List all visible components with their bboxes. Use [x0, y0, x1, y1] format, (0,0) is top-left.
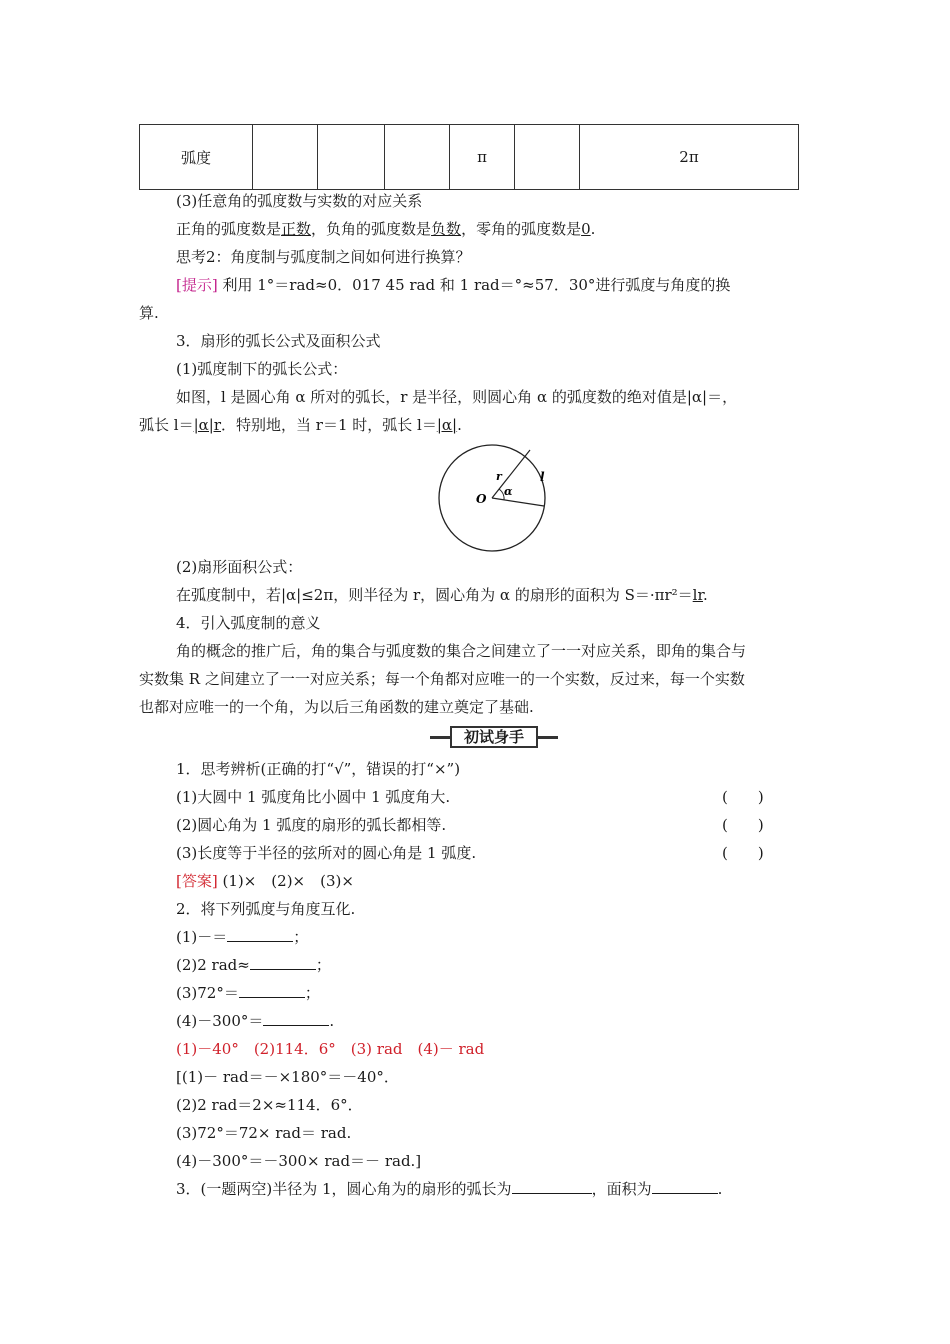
q1-item: (3)长度等于半径的弦所对的圆心角是 1 弧度.: [176, 844, 477, 862]
fill-blank: [250, 955, 316, 970]
q1-answer: [176, 871, 354, 891]
q2-explanation: (3)72°＝72× rad＝ rad.: [176, 1124, 352, 1142]
text: (4)－300°＝: [176, 1012, 264, 1030]
answer-parentheses: ( ): [722, 816, 764, 834]
fill-blank: [227, 927, 293, 942]
answer-negative: 负数: [431, 220, 462, 238]
answer-parentheses: ( ): [722, 844, 764, 862]
q1-title: 1．思考辨析(正确的打“√”，错误的打“×”): [176, 760, 461, 778]
hint-continuation: 算.: [139, 304, 159, 322]
radian-table: [139, 124, 799, 190]
answer-tag: [答案]: [176, 872, 218, 890]
think-question-2: 思考2：角度制与弧度制之间如何进行换算？: [176, 248, 471, 266]
q2-item: [176, 927, 308, 947]
q2-explanation: [(1)－ rad＝－×180°＝－40°．: [176, 1068, 399, 1086]
banner-title: 初试身手: [450, 726, 538, 748]
text: (3)72°＝: [176, 984, 239, 1002]
text: ；: [293, 928, 309, 946]
q2-answer: (1)－40° (2)114．6° (3) rad (4)－ rad: [176, 1040, 485, 1058]
hint-tag: [提示]: [176, 276, 218, 294]
radius-line: [492, 498, 544, 506]
answer-parentheses: ( ): [722, 788, 764, 806]
arc-label: l: [540, 470, 545, 484]
area-formula: [176, 585, 708, 605]
answer-text: (1)× (2)× (3)×: [217, 872, 354, 890]
q3-question: [176, 1179, 722, 1199]
section4-title: 4．引入弧度制的意义: [176, 614, 321, 632]
fill-blank: [263, 1011, 329, 1026]
q2-explanation: (4)－300°＝－300× rad＝－ rad.]: [176, 1152, 422, 1170]
text: ，面积为: [591, 1180, 652, 1198]
section4-paragraph: 实数集 R 之间建立了一一对应关系；每一个角都对应唯一的一个实数，反过来，每一个实数: [139, 670, 745, 688]
q2-item: [176, 1011, 334, 1031]
text: .: [717, 1180, 723, 1198]
text: ．特别地，当 r＝1 时，弧长 l＝: [221, 416, 437, 434]
text: .: [329, 1012, 335, 1030]
text: 弧长 l＝: [139, 416, 194, 434]
fill-blank: [239, 983, 305, 998]
hint-line: [176, 275, 730, 295]
section-banner: [430, 726, 558, 748]
center-label: O: [476, 492, 487, 506]
table-cell: [515, 125, 580, 190]
text: ，负角的弧度数是: [311, 220, 432, 238]
q2-item: [176, 983, 320, 1003]
answer-positive: 正数: [281, 220, 312, 238]
text: 3．(一题两空)半径为 1，圆心角为的扇形的弧长为: [176, 1180, 512, 1198]
figure-description: 如图，l 是圆心角 α 所对的弧长，r 是半径，则圆心角 α 的弧度数的绝对值是|α|＝，: [176, 388, 738, 406]
text: ，零角的弧度数是: [461, 220, 582, 238]
text: 正角的弧度数是: [176, 220, 282, 238]
q1-item: (2)圆心角为 1 弧度的扇形的弧长都相等.: [176, 816, 447, 834]
q2-item: [176, 955, 331, 975]
text: (2)2 rad≈: [176, 956, 250, 974]
table-cell: 2π: [580, 125, 799, 190]
answer-zero: 0: [581, 220, 591, 238]
area-heading: (2)扇形面积公式：: [176, 558, 303, 576]
text: .: [703, 586, 708, 604]
angle-label: α: [504, 485, 513, 498]
section4-paragraph: 角的概念的推广后，角的集合与弧度数的集合之间建立了一一对应关系，即角的集合与: [176, 642, 747, 660]
q2-explanation: (2)2 rad＝2×≈114．6°．: [176, 1096, 363, 1114]
sector-figure: [436, 442, 548, 554]
section3-title: 3．扇形的弧长公式及面积公式: [176, 332, 381, 350]
arc-length-heading: (1)弧度制下的弧长公式：: [176, 360, 348, 378]
text: ；: [304, 984, 320, 1002]
text: (1)－＝: [176, 928, 228, 946]
table-cell: [253, 125, 318, 190]
hint-text: 利用 1°＝rad≈0．017 45 rad 和 1 rad＝°≈57．30°进行弧度与角度的换: [217, 276, 731, 294]
radius-label: r: [496, 470, 502, 483]
fill-blank: [652, 1179, 718, 1194]
text: .: [457, 416, 462, 434]
answer-arc-length: |α|r: [193, 416, 221, 434]
q2-title: 2．将下列弧度与角度互化.: [176, 900, 356, 918]
answer-area: lr: [692, 586, 703, 604]
fill-blank: [512, 1179, 592, 1194]
text: ；: [315, 956, 331, 974]
arc-length-formula: [139, 415, 462, 435]
section3-heading: (3)任意角的弧度数与实数的对应关系: [176, 192, 423, 210]
table-cell: [385, 125, 450, 190]
answer-unit-arc: |α|: [436, 416, 458, 434]
section4-paragraph: 也都对应唯一的一个角，为以后三角函数的建立奠定了基础.: [139, 698, 534, 716]
table-row: [140, 125, 799, 190]
table-cell: π: [450, 125, 515, 190]
table-row-label: 弧度: [140, 125, 253, 190]
sign-line: [176, 219, 595, 239]
table-cell: [318, 125, 385, 190]
text: .: [590, 220, 596, 238]
text: 在弧度制中，若|α|≤2π，则半径为 r，圆心角为 α 的扇形的面积为 S＝·πr²＝: [176, 586, 693, 604]
q1-item: (1)大圆中 1 弧度角比小圆中 1 弧度角大.: [176, 788, 451, 806]
